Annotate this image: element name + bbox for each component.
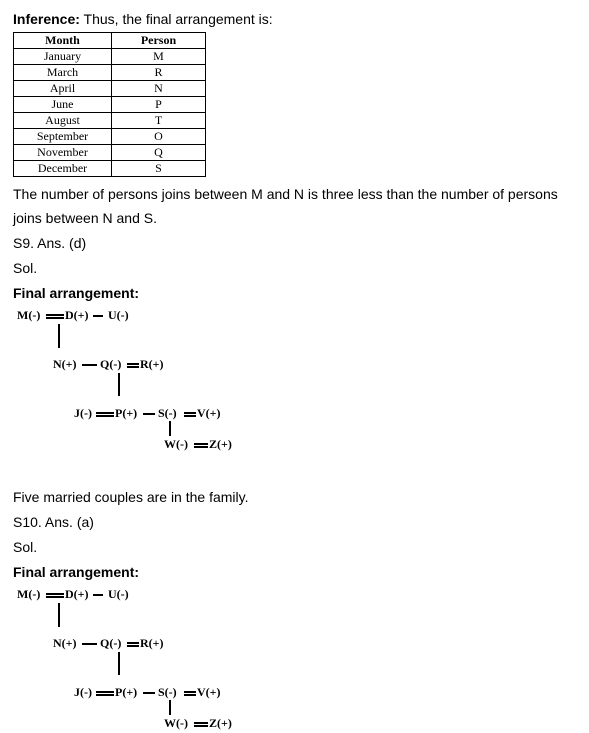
table-row [14,161,206,177]
node-q: Q(-) [100,636,122,650]
marriage-link [127,642,139,647]
table-row [14,129,206,145]
node-u: U(-) [108,587,129,601]
marriage-link [184,691,196,696]
parent-child-link [169,421,171,436]
node-j: J(-) [74,685,92,699]
marriage-link [184,412,196,417]
month-cell: June [14,97,112,113]
node-j: J(-) [74,406,92,420]
person-cell: N [112,81,206,97]
family-tree-diagram [13,307,273,452]
month-cell: August [14,113,112,129]
arrangement-table [13,32,206,177]
s10-answer: S10. Ans. (a) [13,514,94,530]
node-d: D(+) [65,587,89,601]
person-cell: R [112,65,206,81]
node-n: N(+) [53,636,77,650]
sibling-link [143,413,155,415]
node-n: N(+) [53,357,77,371]
parent-child-link [58,603,60,627]
table-row [14,49,206,65]
node-u: U(-) [108,308,129,322]
node-v: V(+) [197,406,221,420]
marriage-link [46,314,64,319]
sibling-link [93,315,103,317]
parent-child-link [118,373,120,396]
table-row [14,145,206,161]
node-q: Q(-) [100,357,122,371]
month-cell: January [14,49,112,65]
node-w: W(-) [164,716,188,730]
month-cell: April [14,81,112,97]
s9-sol: Sol. [13,260,38,276]
inference-label: Inference: [13,11,80,27]
node-p: P(+) [115,685,138,699]
node-z: Z(+) [209,437,232,451]
table-header-row [14,33,206,49]
sibling-link [82,643,97,645]
marriage-link [194,443,208,448]
person-cell: P [112,97,206,113]
node-m: M(-) [17,587,41,601]
paragraph-line: joins between N and S. [13,210,157,226]
person-cell: S [112,161,206,177]
node-p: P(+) [115,406,138,420]
paragraph-line: Five married couples are in the family. [13,489,249,505]
node-v: V(+) [197,685,221,699]
sibling-link [143,692,155,694]
node-r: R(+) [140,636,164,650]
s10-sol: Sol. [13,539,38,555]
s9-heading: Final arrangement: [13,285,140,301]
node-w: W(-) [164,437,188,451]
parent-child-link [58,324,60,348]
paragraph-line: The number of persons joins between M and N is three less than the number of persons [13,186,558,202]
s10-heading: Final arrangement: [13,564,140,580]
marriage-link [96,412,114,417]
marriage-link [127,363,139,368]
parent-child-link [118,652,120,675]
table-row [14,97,206,113]
inference-text: Thus, the final arrangement is: [79,11,273,27]
parent-child-link [169,700,171,715]
family-tree-diagram [13,586,273,731]
column-header-month: Month [14,33,112,49]
person-cell: T [112,113,206,129]
marriage-link [194,722,208,727]
table-row [14,113,206,129]
node-s: S(-) [158,406,177,420]
month-cell: September [14,129,112,145]
month-cell: November [14,145,112,161]
node-s: S(-) [158,685,177,699]
node-d: D(+) [65,308,89,322]
inference-line [13,11,273,28]
table-row [14,81,206,97]
node-r: R(+) [140,357,164,371]
node-z: Z(+) [209,716,232,730]
marriage-link [46,593,64,598]
marriage-link [96,691,114,696]
table-row [14,65,206,81]
person-cell: O [112,129,206,145]
node-m: M(-) [17,308,41,322]
month-cell: March [14,65,112,81]
sibling-link [82,364,97,366]
s9-answer: S9. Ans. (d) [13,235,87,251]
sibling-link [93,594,103,596]
person-cell: Q [112,145,206,161]
month-cell: December [14,161,112,177]
column-header-person: Person [112,33,206,49]
person-cell: M [112,49,206,65]
